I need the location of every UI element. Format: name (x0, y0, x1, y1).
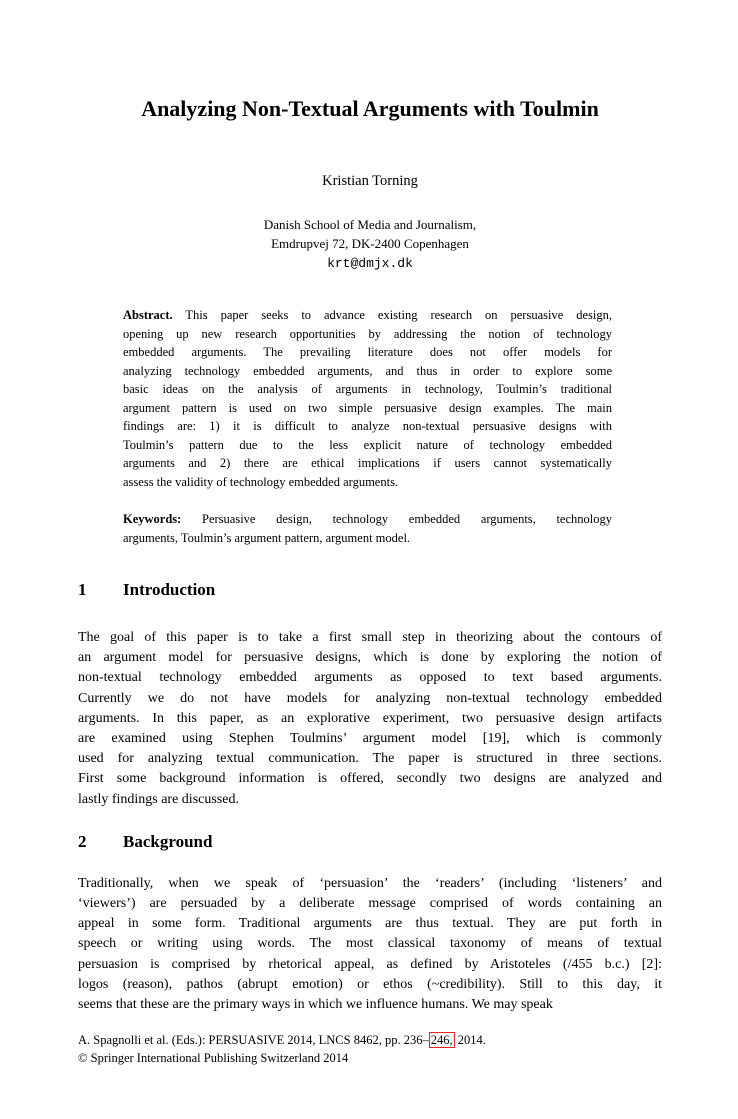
text-line: used for analyzing textual communication. The paper is structured in three sections. (78, 751, 662, 767)
text-line: appeal in some form. Traditional arguments are thus textual. They are put forth in (78, 916, 662, 932)
text-line: arguments. In this paper, as an explorative experiment, two persuasive design artifacts (78, 710, 662, 726)
footer (78, 1031, 662, 1067)
text-line: argument pattern is used on two simple persuasive design examples. The main (123, 400, 612, 415)
text-line: Keywords: Persuasive design, technology embedded arguments, technology (123, 512, 612, 526)
page-number-link[interactable]: 246, (430, 1033, 453, 1047)
text-line: findings are: 1) it is difficult to analyze non-textual persuasive designs with (123, 419, 612, 433)
introduction-paragraph (78, 628, 662, 810)
section-1-number: 1 (78, 580, 87, 599)
background-paragraph (78, 874, 662, 1015)
paper-title: Analyzing Non-Textual Arguments with Toulmin (141, 96, 599, 121)
affiliation-block (78, 216, 662, 253)
abstract-block (123, 306, 612, 491)
section-2-number: 2 (78, 831, 87, 851)
text-line: opening up new research opportunities by addressing the notion of technology (123, 326, 612, 341)
text-line: are examined using Stephen Toulmins’ argument model [19], which is commonly (78, 731, 662, 747)
text-line: The goal of this paper is to take a first small step in theorizing about the contours of (78, 630, 662, 645)
text-line: embedded arguments. The prevailing literature does not offer models for (123, 345, 612, 359)
text-line: analyzing technology embedded arguments, and thus in order to explore some (123, 363, 612, 378)
footer-citation (78, 1031, 662, 1049)
text-line: arguments, Toulmin’s argument pattern, argument model. (123, 530, 411, 545)
text-line: lastly findings are discussed. (78, 791, 239, 807)
page-content (78, 0, 662, 1015)
text-line: Currently we do not have models for analyzing non-textual technology embedded (78, 690, 662, 706)
text-line: non-textual technology embedded arguments as opposed to text based arguments. (78, 670, 662, 686)
affiliation-line2: Emdrupvej 72, DK-2400 Copenhagen (271, 235, 469, 251)
text-line: persuasion is comprised by rhetorical appeal, as defined by Aristoteles (/455 b.c.) [2]: (78, 956, 662, 972)
section-1-heading (78, 580, 662, 600)
text-line: First some background information is offered, secondly two designs are analyzed and (78, 771, 662, 787)
keywords-block (123, 510, 612, 547)
footer-citation-pre: A. Spagnolli et al. (Eds.): PERSUASIVE 2014, LNCS 8462, pp. 236– (78, 1033, 429, 1047)
text-line: Abstract. This paper seeks to advance existing research on persuasive design, (123, 308, 612, 322)
text-line: ‘viewers’) are persuaded by a deliberate message comprised of words containing an (78, 896, 662, 912)
footer-copyright: © Springer International Publishing Switzerland 2014 (78, 1051, 349, 1065)
text-line: seems that these are the primary ways in which we influence humans. We may speak (78, 997, 553, 1013)
text-line: basic ideas on the analysis of arguments in technology, Toulmin’s traditional (123, 382, 612, 396)
author-name: Kristian Torning (322, 173, 418, 189)
text-line: arguments and 2) there are ethical implications if users cannot systematically (123, 456, 612, 470)
section-2-title: Background (123, 831, 213, 851)
text-line: speech or writing using words. The most classical taxonomy of means of textual (78, 936, 662, 952)
author-email: krt@dmjx.dk (327, 256, 413, 271)
lead-label: Keywords: (123, 512, 182, 526)
lead-label: Abstract. (123, 308, 173, 322)
text-line: an argument model for persuasive designs, which is done by exploring the notion of (78, 650, 662, 666)
footer-citation-post: 2014. (454, 1033, 486, 1047)
section-2-heading (78, 832, 662, 852)
affiliation-line1: Danish School of Media and Journalism, (263, 217, 477, 232)
section-1-title: Introduction (123, 580, 216, 599)
text-line: Toulmin’s pattern due to the less explicit nature of technology embedded (123, 437, 612, 452)
text-line: Traditionally, when we speak of ‘persuasion’ the ‘readers’ (including ‘listeners’ and (78, 875, 662, 891)
text-line: logos (reason), pathos (abrupt emotion) or ethos (~credibility). Still to this day, it (78, 976, 662, 992)
text-line: assess the validity of technology embedded arguments. (123, 474, 399, 489)
